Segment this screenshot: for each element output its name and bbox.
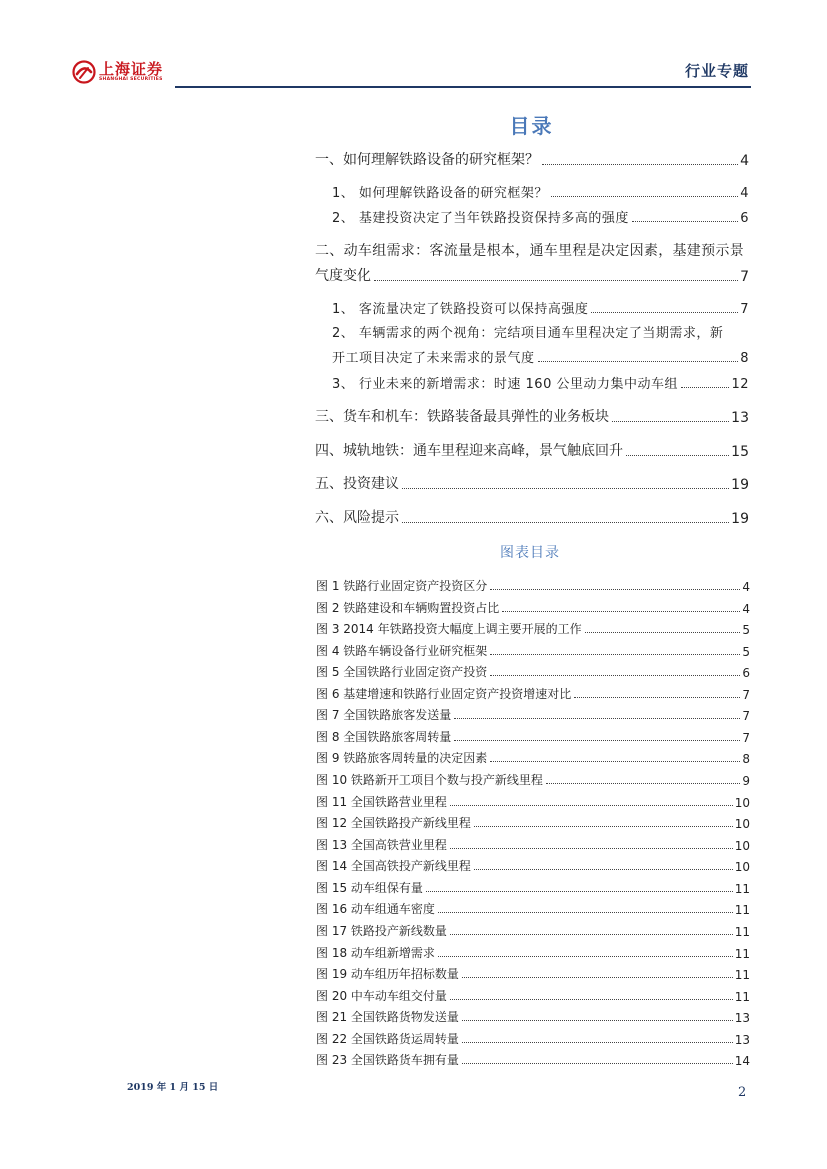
toc-entry[interactable] — [315, 473, 749, 493]
figure-entry[interactable] — [316, 836, 750, 853]
company-logo — [72, 60, 163, 84]
figure-entry[interactable] — [316, 857, 750, 874]
toc-entry-text: 2、 基建投资决定了当年铁路投资保持多高的强度 — [332, 211, 629, 226]
dot-leader — [450, 934, 733, 935]
figure-entry[interactable] — [316, 642, 750, 659]
figure-entry-page: 7 — [742, 731, 750, 745]
dot-leader — [585, 632, 741, 633]
dot-leader — [402, 488, 729, 489]
toc-entry-page: 13 — [731, 410, 749, 426]
figure-entry-text: 图 12 全国铁路投产新线里程 — [316, 816, 471, 830]
toc-subentry[interactable] — [332, 347, 749, 366]
toc-entry-text: 四、城轨地铁：通车里程迎来高峰，景气触底回升 — [315, 443, 623, 459]
dot-leader — [426, 891, 733, 892]
figure-entry-page: 11 — [734, 947, 750, 961]
toc-entry-text: 1、 客流量决定了铁路投资可以保持高强度 — [332, 302, 589, 317]
report-type-label: 行业专题 — [684, 62, 749, 80]
logo-emblem-icon — [72, 60, 96, 84]
dot-leader — [438, 912, 733, 913]
figure-entry-page: 5 — [742, 623, 750, 637]
figure-entry-text: 图 10 铁路新开工项目个数与投产新线里程 — [316, 773, 543, 787]
figure-entry-page: 10 — [734, 817, 750, 831]
figure-entry-page: 8 — [742, 752, 750, 766]
figure-entry-page: 4 — [742, 602, 750, 616]
toc-entry-text: 3、 行业未来的新增需求：时速 160 公里动力集中动车组 — [332, 377, 678, 392]
figure-entry-text: 图 16 动车组通车密度 — [316, 902, 435, 916]
dot-leader — [374, 280, 738, 281]
figure-entry[interactable] — [316, 793, 750, 810]
dot-leader — [454, 718, 740, 719]
figure-entry[interactable] — [316, 965, 750, 982]
dot-leader — [402, 522, 729, 523]
figure-entry-page: 6 — [742, 666, 750, 680]
dot-leader — [546, 783, 740, 784]
toc-entry-text: 三、货车和机车：铁路装备最具弹性的业务板块 — [315, 409, 609, 425]
figure-entry[interactable] — [316, 1030, 750, 1047]
toc-subentry[interactable] — [332, 298, 749, 317]
toc-entry-text-line2: 气度变化 — [315, 268, 371, 284]
toc-entry-page: 19 — [731, 477, 749, 493]
page-number: 2 — [738, 1085, 747, 1100]
dot-leader — [462, 977, 733, 978]
figure-entry[interactable] — [316, 1008, 750, 1025]
toc-entry-text-line2: 开工项目决定了未来需求的景气度 — [332, 351, 535, 366]
figure-entry[interactable] — [316, 599, 750, 616]
figure-entry-text: 图 15 动车组保有量 — [316, 881, 423, 895]
figure-entry-text: 图 11 全国铁路营业里程 — [316, 795, 447, 809]
dot-leader — [490, 654, 740, 655]
toc-entry-page: 19 — [731, 511, 749, 527]
figure-entry-page: 11 — [734, 968, 750, 982]
figure-entry[interactable] — [316, 879, 750, 896]
toc-entry-text: 1、 如何理解铁路设备的研究框架？ — [332, 186, 548, 201]
dot-leader — [551, 196, 738, 197]
toc-entry-text: 六、风险提示 — [315, 510, 399, 526]
figure-entry-text: 图 1 铁路行业固定资产投资区分 — [316, 579, 488, 593]
figure-entry[interactable] — [316, 577, 750, 594]
figure-entry[interactable] — [316, 900, 750, 917]
toc-entry-page: 4 — [740, 186, 749, 201]
toc-entry-page: 7 — [740, 269, 749, 285]
figure-entry-page: 11 — [734, 925, 750, 939]
toc-entry-page: 7 — [740, 302, 749, 317]
figure-entry[interactable] — [316, 922, 750, 939]
figure-entry[interactable] — [316, 728, 750, 745]
toc-entry-page: 15 — [731, 444, 749, 460]
toc-entry-text: 五、投资建议 — [315, 476, 399, 492]
dot-leader — [542, 164, 738, 165]
dot-leader — [462, 1020, 733, 1021]
figure-entry-page: 7 — [742, 688, 750, 702]
figure-entry-page: 11 — [734, 990, 750, 1004]
figure-entry-text: 图 2 铁路建设和车辆购置投资占比 — [316, 601, 500, 615]
figure-entry[interactable] — [316, 987, 750, 1004]
figure-entry-page: 11 — [734, 903, 750, 917]
figure-entry[interactable] — [316, 706, 750, 723]
figure-entry-page: 10 — [734, 839, 750, 853]
figure-entry-page: 13 — [734, 1033, 750, 1047]
dot-leader — [490, 761, 740, 762]
toc-subentry[interactable] — [332, 373, 749, 392]
dot-leader — [438, 956, 733, 957]
toc-entry-page: 6 — [740, 211, 749, 226]
toc-entry[interactable] — [315, 265, 749, 285]
figure-entry-page: 5 — [742, 645, 750, 659]
toc-entry-page: 4 — [740, 153, 749, 169]
toc-subentry-text-line1[interactable]: 2、 车辆需求的两个视角：完结项目通车里程决定了当期需求，新 — [332, 326, 724, 341]
figure-entry-text: 图 18 动车组新增需求 — [316, 946, 435, 960]
figure-entry-text: 图 23 全国铁路货车拥有量 — [316, 1053, 459, 1067]
toc-entry[interactable] — [315, 440, 749, 460]
figure-entry-page: 10 — [734, 796, 750, 810]
figure-entry-page: 4 — [742, 580, 750, 594]
figure-entry-text: 图 7 全国铁路旅客发送量 — [316, 708, 452, 722]
dot-leader — [474, 826, 733, 827]
figure-entry-text: 图 13 全国高铁营业里程 — [316, 838, 447, 852]
figure-entry[interactable] — [316, 663, 750, 680]
dot-leader — [490, 589, 740, 590]
figure-entry[interactable] — [316, 944, 750, 961]
dot-leader — [574, 697, 740, 698]
logo-chinese-name: 上海证券 — [99, 60, 164, 78]
report-date: 2019 年 1 月 15 日 — [127, 1082, 219, 1093]
figure-entry[interactable] — [316, 685, 750, 702]
dot-leader — [450, 805, 733, 806]
figure-entry-page: 11 — [734, 882, 750, 896]
dot-leader — [490, 675, 740, 676]
dot-leader — [462, 1042, 733, 1043]
dot-leader — [681, 387, 729, 388]
dot-leader — [462, 1063, 733, 1064]
figure-entry-text: 图 19 动车组历年招标数量 — [316, 967, 459, 981]
dot-leader — [591, 312, 738, 313]
dot-leader — [450, 999, 733, 1000]
figure-entry-text: 图 5 全国铁路行业固定资产投资 — [316, 665, 488, 679]
figure-entry[interactable] — [316, 814, 750, 831]
dot-leader — [538, 361, 739, 362]
dot-leader — [454, 740, 740, 741]
toc-subentry[interactable] — [332, 207, 749, 226]
figure-entry-text: 图 20 中车动车组交付量 — [316, 989, 447, 1003]
figure-entry-text: 图 17 铁路投产新线数量 — [316, 924, 447, 938]
dot-leader — [450, 848, 733, 849]
figure-entry-text: 图 21 全国铁路货物发送量 — [316, 1010, 459, 1024]
dot-leader — [632, 221, 738, 222]
figure-entry-page: 14 — [734, 1054, 750, 1068]
figure-entry-text: 图 8 全国铁路旅客周转量 — [316, 730, 452, 744]
figure-entry-text: 图 14 全国高铁投产新线里程 — [316, 859, 471, 873]
dot-leader — [502, 611, 740, 612]
figure-entry-page: 13 — [734, 1011, 750, 1025]
toc-entry-page: 8 — [740, 351, 749, 366]
toc-entry[interactable] — [315, 507, 749, 527]
toc-entry-text-line1[interactable]: 二、动车组需求：客流量是根本，通车里程是决定因素，基建预示景 — [315, 243, 744, 259]
figure-entry[interactable] — [316, 749, 750, 766]
figure-entry-text: 图 22 全国铁路货运周转量 — [316, 1032, 459, 1046]
figure-entry-page: 10 — [734, 860, 750, 874]
toc-title: 目录 — [509, 114, 554, 138]
toc-entry[interactable] — [315, 406, 749, 426]
page-header — [0, 0, 827, 95]
toc-entry[interactable] — [315, 149, 749, 169]
toc-subentry[interactable] — [332, 182, 749, 201]
dot-leader — [474, 869, 733, 870]
header-divider — [175, 86, 751, 88]
figure-entry[interactable] — [316, 620, 750, 637]
figure-entry[interactable] — [316, 771, 750, 788]
figure-entry-text: 图 3 2014 年铁路投资大幅度上调主要开展的工作 — [316, 622, 582, 636]
figure-entry[interactable] — [316, 1051, 750, 1068]
logo-english-name: SHANGHAI SECURITIES — [99, 77, 163, 82]
figure-entry-page: 9 — [742, 774, 750, 788]
figure-entry-text: 图 9 铁路旅客周转量的决定因素 — [316, 751, 488, 765]
toc-entry-page: 12 — [731, 377, 749, 392]
toc-entry-text: 一、如何理解铁路设备的研究框架？ — [315, 152, 539, 168]
figure-entry-page: 7 — [742, 709, 750, 723]
dot-leader — [612, 421, 729, 422]
figure-entry-text: 图 6 基建增速和铁路行业固定资产投资增速对比 — [316, 687, 572, 701]
figure-list-title: 图表目录 — [500, 545, 560, 561]
dot-leader — [626, 455, 729, 456]
figure-entry-text: 图 4 铁路车辆设备行业研究框架 — [316, 644, 488, 658]
